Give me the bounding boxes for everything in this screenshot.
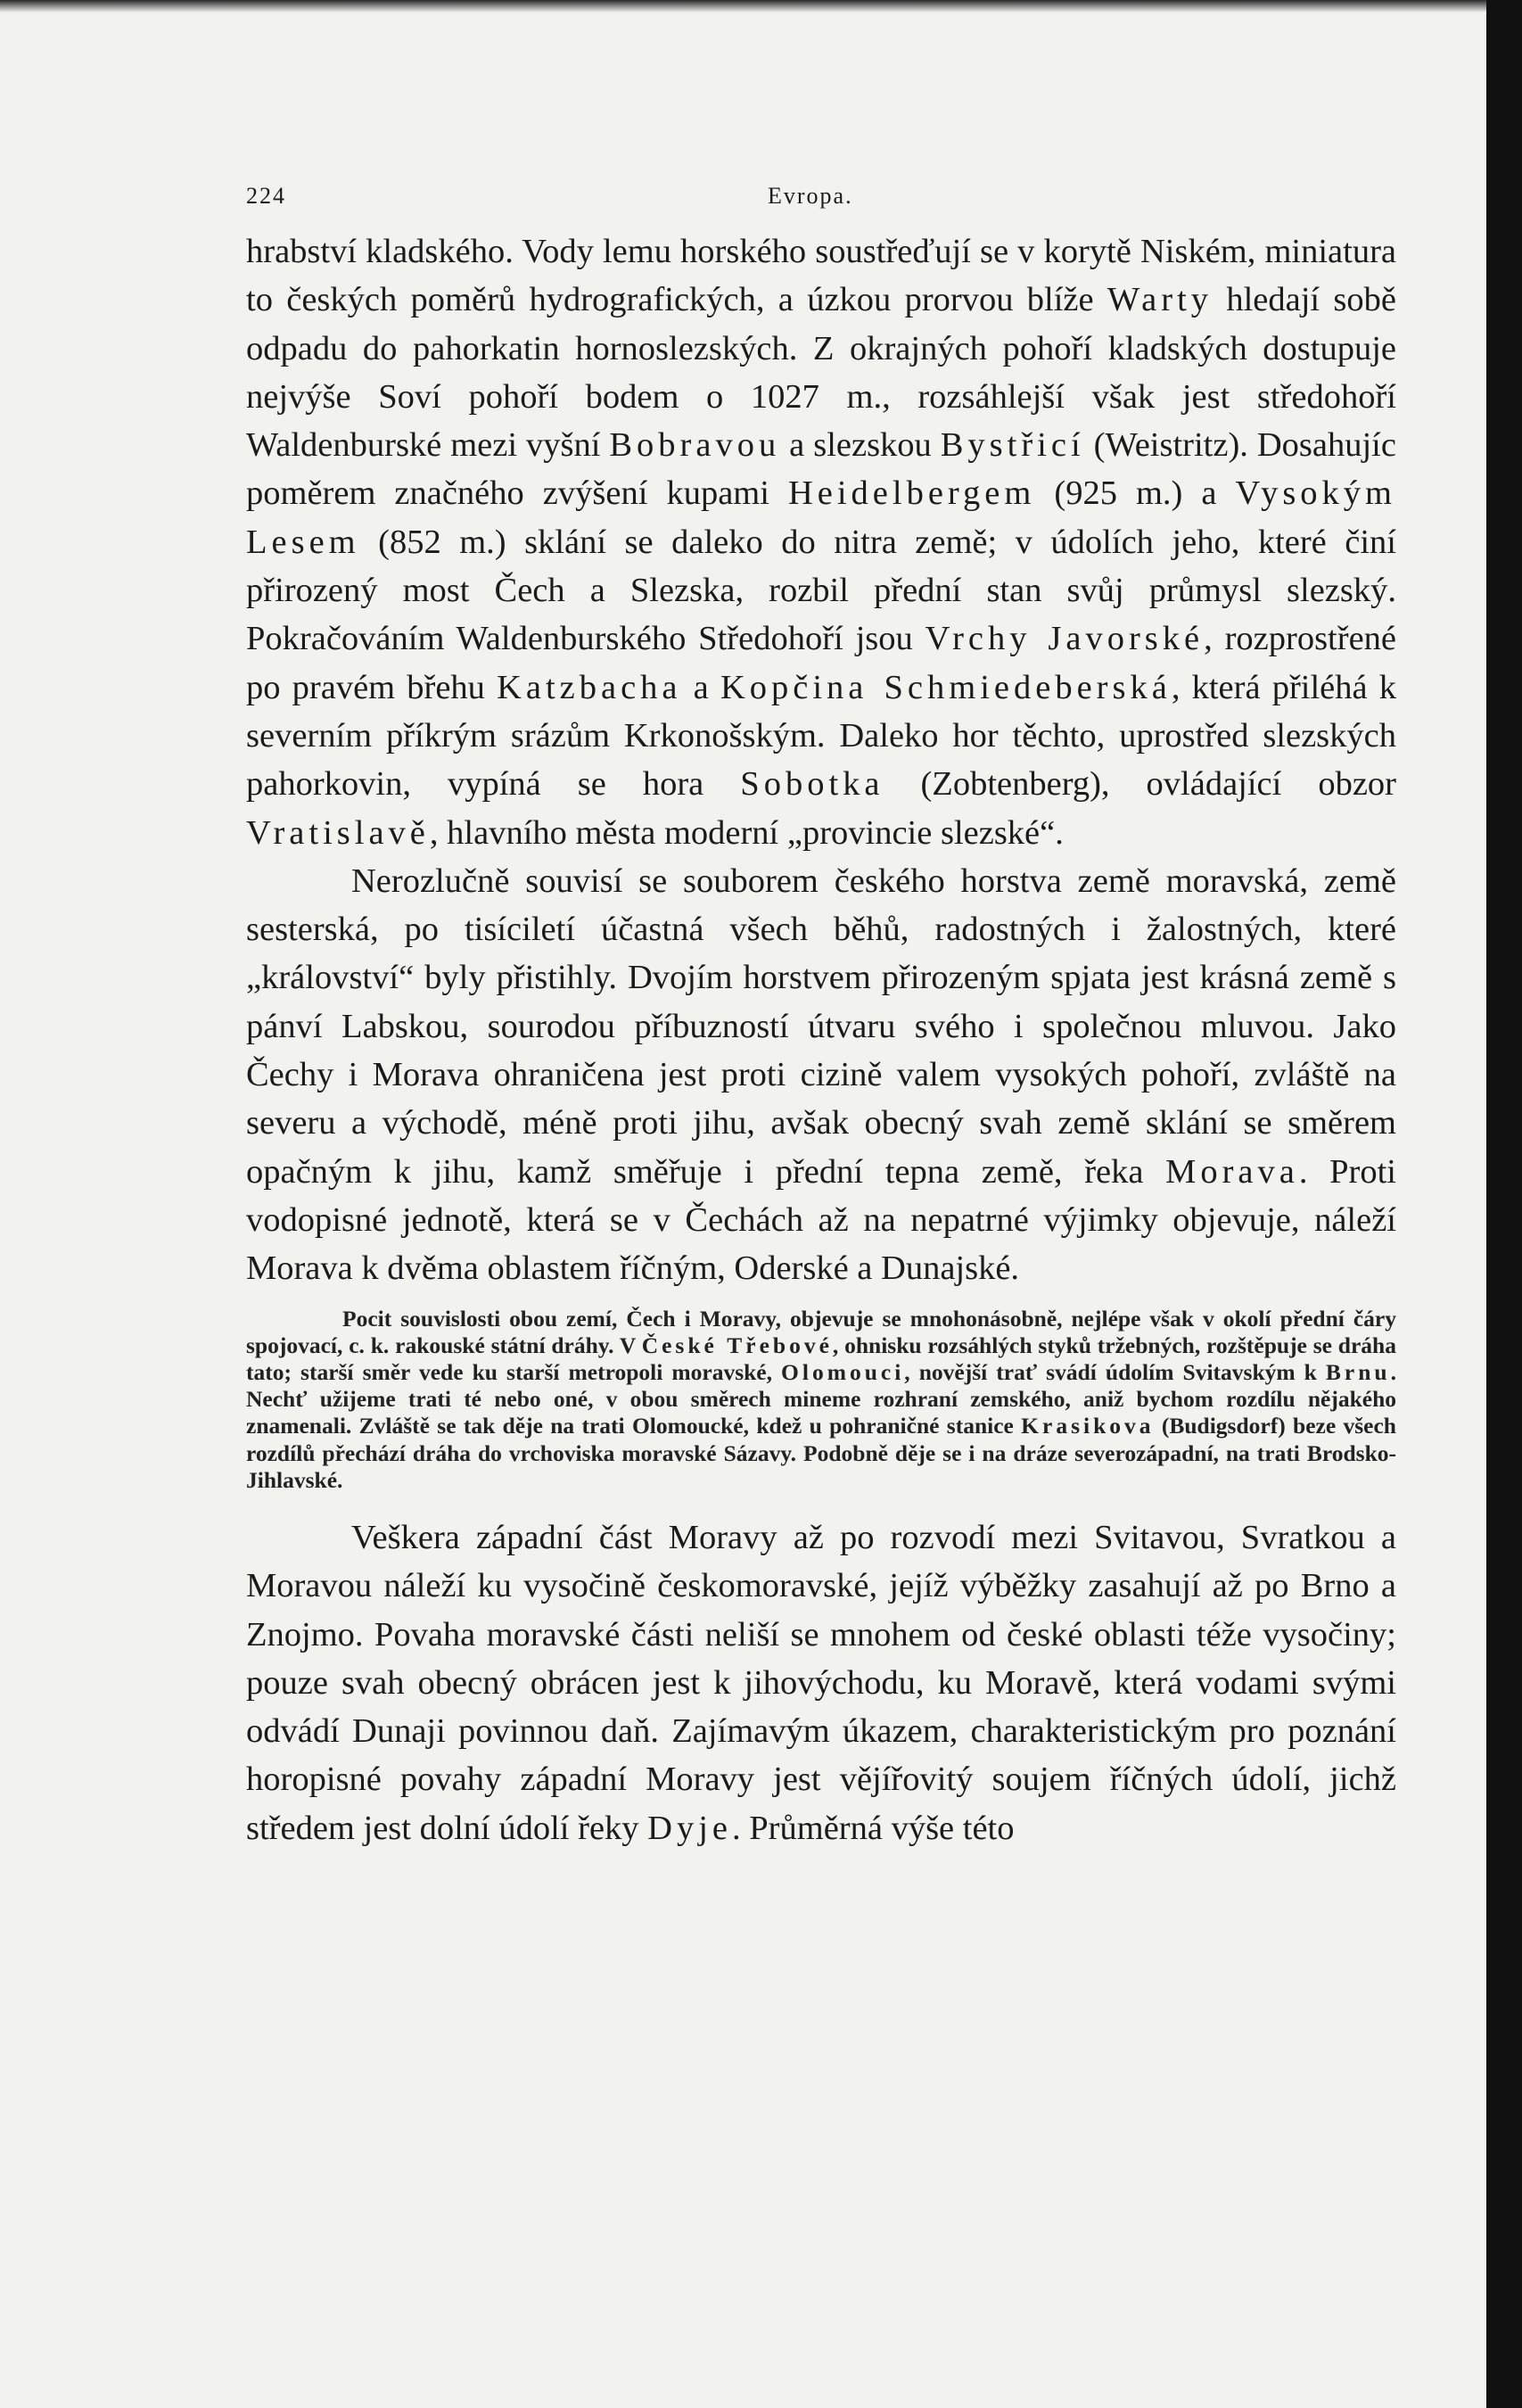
page-number: 224: [246, 183, 286, 209]
small-print-note: [246, 1306, 1396, 1494]
paragraph-highlands: Veškera západní část Moravy až po rozvodí mezi Svitavou, Svratkou a Moravou náleží ku vysočině českomoravské, jejíž výběžky zasahují až po Brno a Znojmo. Povaha moravské části neliší se mnohem od české oblasti téže vysočiny; pouze svah obecný obrácen jest k jihovýchodu, ku Moravě, která vodami svými odvádí Dunaji povinnou daň. Zajímavým úkazem, charakteristickým pro poznání horopisné povahy západní Moravy jest vějířovitý soujem říčných údolí, jichž středem jest dolní údolí řeky Dyje. Průměrná výše této: [246, 1518, 1396, 1847]
running-title: Evropa.: [768, 183, 853, 209]
running-header: [246, 174, 1396, 227]
paragraph-silesia: hrabství kladského. Vody lemu horského soustřeďují se v korytě Niském, miniatura to českých poměrů hydrografických, a úzkou prorvou blíže Warty hledají sobě odpadu do pahorkatin hornoslezských. Z okrajných pohoří kladských dostupuje nejvýše Soví pohoří bodem o 1027 m., rozsáhlejší však jest středohoří Waldenburské mezi vyšní Bobravou a slezskou Bystřicí (Weistritz). Dosahujíc poměrem značného zvýšení kupami Heidelbergem (925 m.) a Vysokým Lesem (852 m.) sklání se daleko do nitra země; v údolích jeho, které činí přirozený most Čech a Slezska, rozbil přední stan svůj průmysl slezský. Pokračováním Waldenburského Středohoří jsou Vrchy Javorské, rozprostřené po pravém břehu Katzbacha a Kopčina Schmiedeberská, která přiléhá k severním příkrým srázům Krkonošským. Daleko hor těchto, uprostřed slezských pahorkovin, vypíná se hora Sobotka (Zobtenberg), ovládající obzor Vratislavě, hlavního města moderní „provincie slezské“.: [246, 233, 1397, 852]
scan-edge-top: [0, 0, 1522, 12]
paragraph-moravia: Nerozlučně souvisí se souborem českého horstva země moravská, země sesterská, po tisíciletí účastná všech běhů, radostných i žalostných, které „království“ byly přistihly. Dvojím horstvem přirozeným spjata jest krásná země s pánví Labskou, sourodou příbuzností útvaru svého i společnou mluvou. Jako Čechy i Morava ohraničena jest proti cizině valem vysokých pohoří, zvláště na severu a východě, méně proti jihu, avšak obecný svah země sklání se směrem opačným k jihu, kamž směřuje i přední tepna země, řeka Morava. Proti vodopisné jednotě, která se v Čechách až na nepatrné výjimky objevuje, náleží Morava k dvěma oblastem říčným, Oderské a Dunajské.: [246, 862, 1396, 1288]
book-page: [246, 174, 1396, 1852]
main-text-upper: [246, 227, 1396, 1293]
scan-edge-right: [1486, 0, 1522, 2408]
main-text-lower: [246, 1513, 1396, 1852]
note-paragraph: Pocit souvislosti obou zemí, Čech i Moravy, objevuje se mnohonásobně, nejlépe však v okolí přední čáry spojovací, c. k. rakouské státní dráhy. V České Třebové, ohnisku rozsáhlých styků tržebných, rozštěpuje se dráha tato; starší směr vede ku starší metropoli moravské, Olomouci, novější trať svádí údolím Svitavským k Brnu. Nechť užijeme trati té nebo oné, v obou směrech mineme rozhraní zemského, aniž bychom rozdílu nějakého znamenali. Zvláště se tak děje na trati Olomoucké, kdež u pohraničné stanice Krasikova (Budigsdorf) beze všech rozdílů přechází dráha do vrchoviska moravské Sázavy. Podobně děje se i na dráze severozápadní, na trati Brodsko-Jihlavské.: [246, 1305, 1396, 1493]
